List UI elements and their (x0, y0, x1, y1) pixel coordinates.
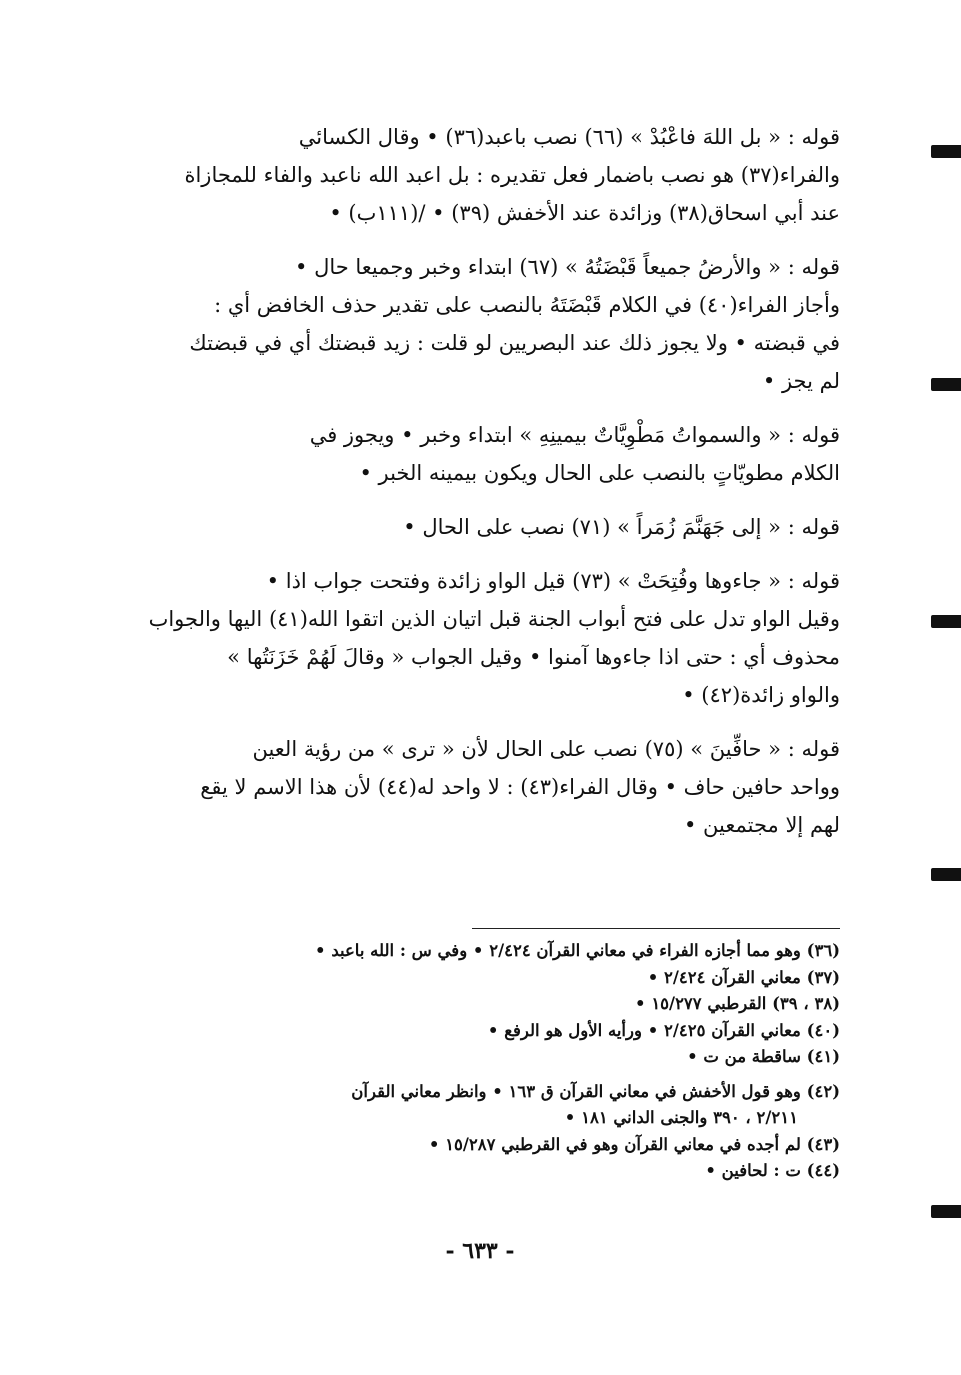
main-text (140, 118, 840, 860)
paragraph-2 (140, 248, 840, 400)
footnote: (٤٤) ت : لحافين • (705, 1161, 840, 1180)
footnote: (٤٣) لم أجده في معاني القرآن وهو في القرطبي ١٥/٢٨٧ • (428, 1134, 840, 1154)
footnotes (140, 938, 840, 1185)
text-line: الكلام مطويّاتٍ بالنصب على الحال ويكون بيمينه الخبر • (359, 461, 840, 485)
text-line: قوله : « والأرضُ جميعاً قَبْضَتُهُ » (٦٧) ابتداء وخبر وجميعا حال • (295, 255, 840, 279)
scan-edge-mark (931, 868, 961, 881)
text-line: والواو زائدة(٤٢) • (682, 683, 840, 707)
scan-edge-mark (931, 378, 961, 391)
text-line: وقيل الواو تدل على فتح أبواب الجنة قبل اتيان الذين اتقوا الله(٤١) اليها والجواب (148, 607, 840, 631)
paragraph-4 (140, 508, 840, 546)
footnote-separator (472, 928, 840, 929)
paragraph-5 (140, 562, 840, 714)
text-line: قوله : « حافِّينَ » (٧٥) نصب على الحال لأن « ترى » من رؤية العين (252, 737, 840, 761)
text-line: قوله : « بل اللهَ فاعْبُدْ » (٦٦) نصب باعبد(٣٦) • وقال الكسائي (298, 125, 840, 149)
paragraph-3 (140, 416, 840, 492)
text-line: في قبضته • ولا يجوز ذلك عند البصريين لو قلت : زيد قبضتك أي في قبضتك (189, 331, 840, 355)
text-line: محذوف أي : حتى اذا جاءوها آمنوا • وقيل الجواب « وقالَ لَهُمْ خَزَنَتُها » (227, 645, 840, 669)
footnote: (٣٦) وهو مما أجازه الفراء في معاني القرآن ٢/٤٢٤ • وفي س : الله باعبد • (315, 941, 840, 960)
text-line: لهم إلا مجتمعين • (683, 813, 840, 837)
text-line: قوله : « إلى جَهَنَّمَ زُمَراً » (٧١) نصب على الحال • (403, 515, 840, 539)
footnote: (٤٢) وهو قول الأخفش في معاني القرآن ق ١٦٣ • وانظر معاني القرآن (351, 1081, 840, 1101)
text-line: وواحد حافين حاف • وقال الفراء(٤٣) : لا واحد له(٤٤) لأن هذا الاسم لا يقع (200, 775, 840, 799)
page-number: - ٦٣٣ - (445, 1238, 515, 1264)
text-line: قوله : « والسمواتُ مَطْوِيَّاتٌ بيمينِهِ » ابتداء وخبر • ويجوز في (309, 423, 840, 447)
scan-edge-mark (931, 1205, 961, 1218)
footnote-continuation: ٢/٢١١ ، ٣٩٠ والجنى الداني ١٨١ • (564, 1108, 798, 1127)
footnote: (٤٠) معاني القرآن ٢/٤٢٥ • ورأيه الأول هو الرفع • (487, 1020, 840, 1040)
footnote: (٤١) ساقطة من ت • (687, 1047, 840, 1066)
scan-edge-mark (931, 615, 961, 628)
text-line: وأجاز الفراء(٤٠) في الكلام قَبْضَتَهُ بالنصب على تقدير حذف الخافض أي : (214, 293, 840, 317)
text-line: والفراء(٣٧) هو نصب باضمار فعل تقديره : بل اعبد الله ناعبد والفاء للمجازاة (184, 163, 840, 187)
footnote: (٣٧) معاني القرآن ٢/٤٢٤ • (647, 967, 840, 987)
paragraph-6 (140, 730, 840, 844)
paragraph-1 (140, 118, 840, 232)
text-line: قوله : « جاءوها وفُتِحَتْ » (٧٣) قيل الواو زائدة وفتحت جواب اذا • (266, 569, 840, 593)
footnote: (٣٨ ، ٣٩) القرطبي ١٥/٢٧٧ • (635, 994, 840, 1013)
scan-edge-mark (931, 145, 961, 158)
text-line: لم يجز • (762, 369, 840, 393)
text-line: عند أبي اسحاق(٣٨) وزائدة عند الأخفش (٣٩) • /(١١١ب) • (329, 201, 840, 225)
